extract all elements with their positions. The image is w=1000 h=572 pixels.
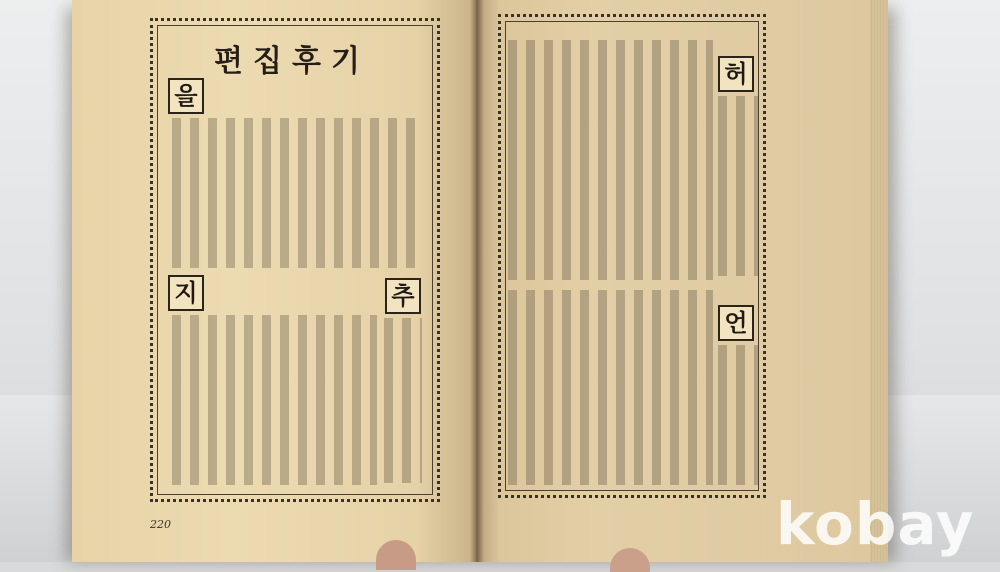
page-number: 220 bbox=[150, 518, 171, 531]
heading-char-eon: 언 bbox=[718, 305, 754, 341]
page-edges bbox=[870, 0, 888, 562]
heading-char-eul: 을 bbox=[168, 78, 204, 114]
heading-char-chu: 추 bbox=[385, 278, 421, 314]
heading-char-heo: 허 bbox=[718, 56, 754, 92]
page-title: 편집후기 bbox=[214, 44, 370, 79]
heading-char-ji: 지 bbox=[168, 275, 204, 311]
watermark-logo: kobay bbox=[776, 490, 975, 558]
book-gutter bbox=[470, 0, 484, 562]
